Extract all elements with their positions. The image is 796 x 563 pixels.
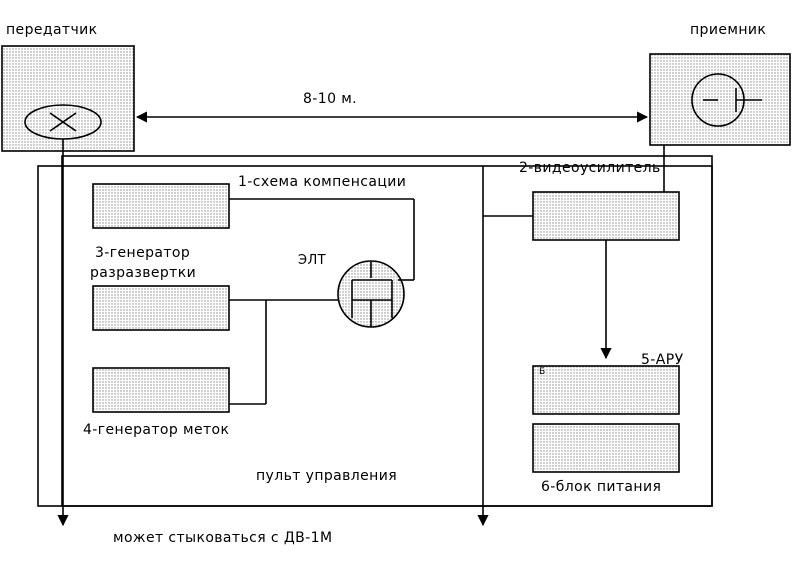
label-transmitter: передатчик xyxy=(6,22,98,38)
label-power-unit-mark: Б xyxy=(539,367,546,377)
label-distance: 8-10 м. xyxy=(303,91,358,107)
label-video-amplifier: 2-видеоусилитель xyxy=(519,160,661,176)
label-marker-generator: 4-генератор меток xyxy=(83,422,230,438)
label-agc: 5-АРУ xyxy=(641,352,684,368)
label-control-panel: пульт управления xyxy=(256,468,398,484)
label-footer-note: может стыковаться с ДВ-1М xyxy=(113,530,333,546)
block-power-unit xyxy=(533,424,679,472)
label-compensation: 1-схема компенсации xyxy=(238,174,407,190)
block-video-amplifier xyxy=(533,192,679,240)
label-crt: ЭЛТ xyxy=(298,253,326,268)
label-sweep-generator-line1: 3-генератор xyxy=(95,245,191,261)
block-compensation xyxy=(93,184,229,228)
label-receiver: приемник xyxy=(690,22,767,38)
block-sweep-generator xyxy=(93,286,229,330)
label-sweep-generator-line2: разразвертки xyxy=(90,265,197,281)
label-power-unit: 6-блок питания xyxy=(541,479,662,495)
block-agc xyxy=(533,366,679,414)
block-marker-generator xyxy=(93,368,229,412)
